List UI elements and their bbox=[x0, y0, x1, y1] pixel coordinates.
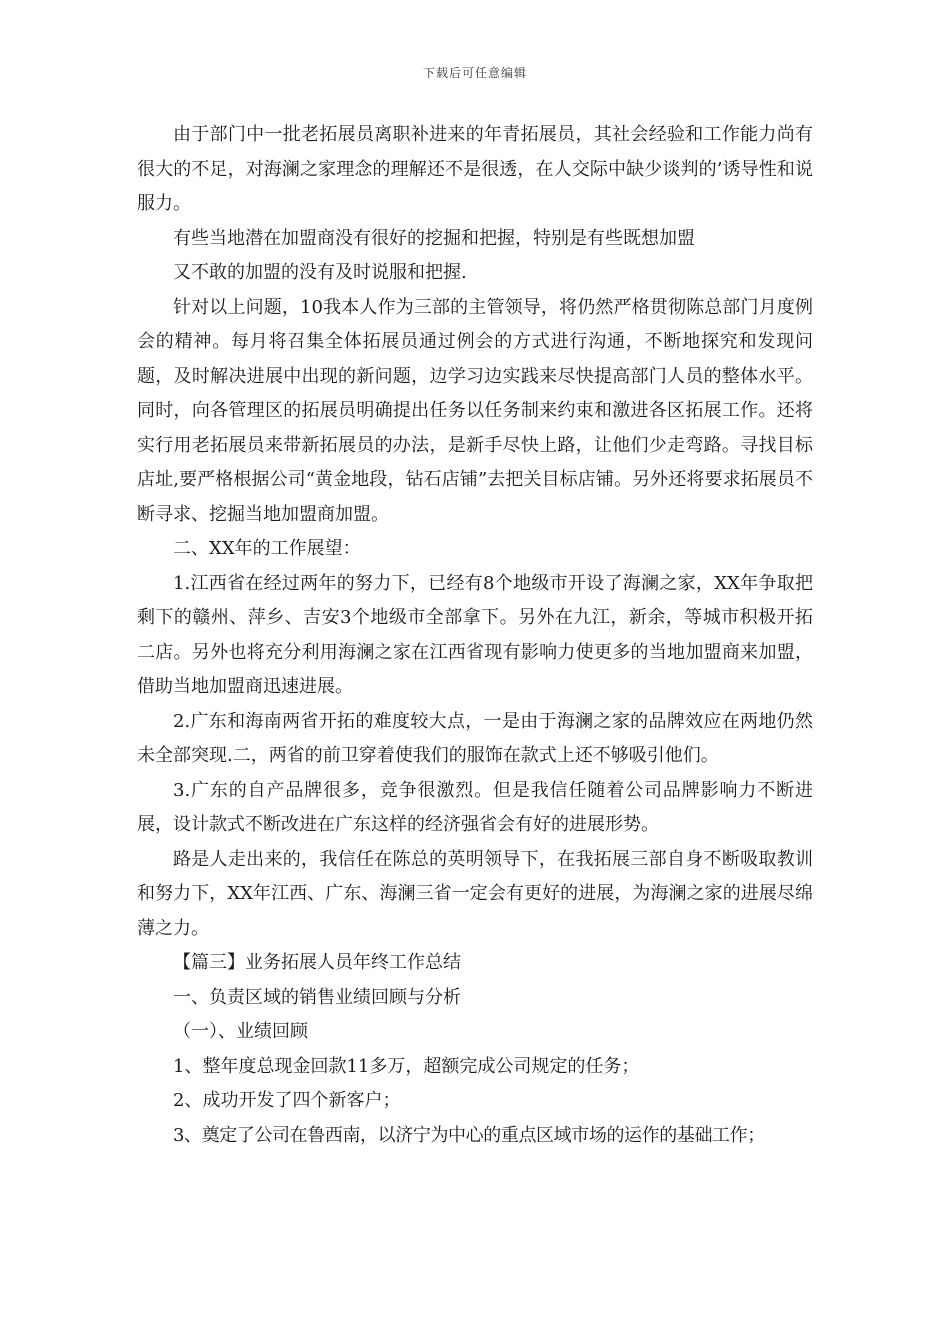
paragraph-outlook-1: 1.江西省在经过两年的努力下，已经有8个地级市开设了海澜之家，XX年争取把剩下的赣州、萍乡、吉安3个地级市全部拿下。另外在九江，新余，等城市积极开拓二店。另外也将充分利用海澜之家在江西省现有影响力使更多的当地加盟商来加盟，借助当地加盟商迅速进展。 bbox=[137, 572, 813, 697]
paragraph-measures: 针对以上问题，10我本人作为三部的主管领导，将仍然严格贯彻陈总部门月度例会的精神。每月将召集全体拓展员通过例会的方式进行沟通，不断地探究和发现问题，及时解决进展中出现的新问题，边学习边实践来尽快提高部门人员的整体水平。同时，向各管理区的拓展员明确提出任务以任务制来约束和激进各区拓展工作。还将实行用老拓展员来带新拓展员的办法，是新手尽快上路，让他们少走弯路。寻找目标店址,要严格根据公司“黄金地段，钻石店铺”去把关目标店铺。另外还将要求拓展员不断寻求、挖掘当地加盟商加盟。 bbox=[137, 296, 813, 525]
page-header: 下载后可任意编辑 bbox=[422, 66, 527, 80]
section-heading-part-three: 【篇三】业务拓展人员年终工作总结 bbox=[173, 952, 461, 973]
paragraph-franchise-line-2: 又不敢的加盟的没有及时说服和把握. bbox=[173, 262, 467, 283]
document-body bbox=[137, 118, 813, 1153]
paragraph-outlook-3: 3.广东的自产品牌很多，竞争很激烈。但是我信任随着公司品牌影响力不断进展，设计款式不断改进在广东这样的经济强省会有好的进展形势。 bbox=[137, 779, 813, 835]
paragraph-franchise-line-1: 有些当地潜在加盟商没有很好的挖掘和把握，特别是有些既想加盟 bbox=[173, 227, 695, 249]
paragraph-outlook-2: 2.广东和海南两省开拓的难度较大点，一是由于海澜之家的品牌效应在两地仍然未全部突现.二，两省的前卫穿着使我们的服饰在款式上还不够吸引他们。 bbox=[137, 710, 813, 766]
paragraph-team-issues: 由于部门中一批老拓展员离职补进来的年青拓展员，其社会经验和工作能力尚有很大的不足，对海澜之家理念的理解还不是很透，在人交际中缺少谈判的’诱导性和说服力。 bbox=[137, 124, 813, 214]
list-item-cash-collection: 1、整年度总现金回款11多万，超额完成公司规定的任务； bbox=[173, 1055, 640, 1077]
paragraph-conclusion: 路是人走出来的，我信任在陈总的英明领导下，在我拓展三部自身不断吸取教训和努力下，XX年江西、广东、海澜三省一定会有更好的进展，为海澜之家的进展尽绵薄之力。 bbox=[137, 848, 813, 939]
subheading-performance-review: （一）、业绩回顾 bbox=[173, 1021, 308, 1042]
list-item-new-customers: 2、成功开发了四个新客户； bbox=[173, 1090, 401, 1111]
section-heading-sales-review: 一、负责区域的销售业绩回顾与分析 bbox=[173, 986, 461, 1008]
list-item-regional-market: 3、奠定了公司在鲁西南，以济宁为中心的重点区域市场的运作的基础工作； bbox=[173, 1124, 765, 1146]
section-heading-outlook: 二、XX年的工作展望： bbox=[173, 538, 361, 559]
